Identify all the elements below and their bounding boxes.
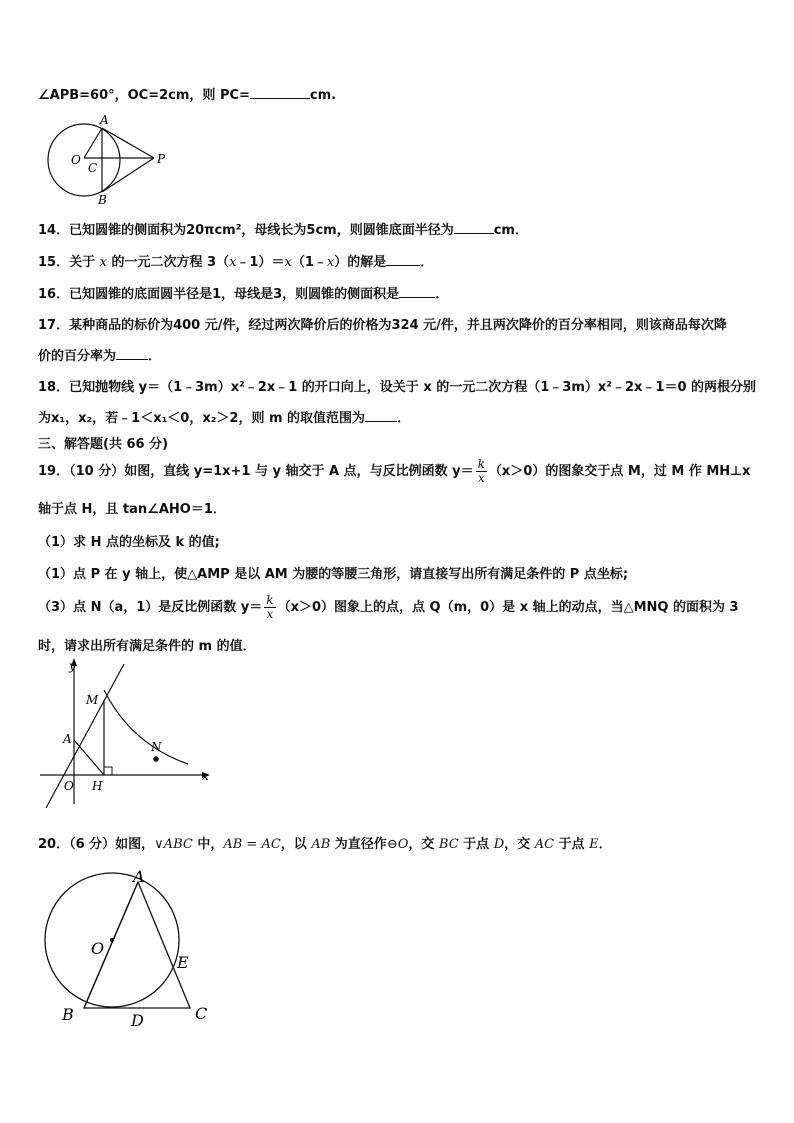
figure-q13 <box>40 110 180 206</box>
label-A: A <box>100 113 109 127</box>
label-N: N <box>151 740 162 754</box>
q15-answer-blank[interactable] <box>386 253 420 266</box>
q20-text: 20．（6 分）如图，∨ABC 中，AB = AC，以 AB 为直径作⊖O，交 BC 于点 D，交 AC 于点 E． <box>38 837 612 852</box>
label-C: C <box>195 1004 208 1023</box>
q18-answer-blank[interactable] <box>365 409 397 422</box>
label-A: A <box>63 732 72 746</box>
q13-text: ∠APB=60°，OC=2cm，则 PC= cm. <box>38 88 337 103</box>
section-3-heading: 三、解答题(共 66 分) <box>38 437 169 452</box>
q19-part3-line2: 时，请求出所有满足条件的 m 的值． <box>38 639 256 654</box>
figure-q20 <box>40 862 230 1032</box>
label-A: A <box>133 867 145 886</box>
label-H: H <box>92 779 103 793</box>
label-O: O <box>91 939 105 958</box>
q16-answer-blank[interactable] <box>399 285 435 298</box>
q14-answer-blank[interactable] <box>454 221 494 234</box>
q15-text: 15．关于 x 的一元二次方程 3（x﹣1）＝x（1﹣x）的解是 ． <box>38 255 434 270</box>
figure-q19 <box>36 656 216 816</box>
q18-line2: 为x₁，x₂，若﹣1＜x₁＜0，x₂＞2，则 m 的取值范围为 ． <box>38 411 411 426</box>
label-O: O <box>71 153 81 167</box>
q13-answer-blank[interactable] <box>250 86 310 99</box>
q17-line2: 价的百分率为 ． <box>38 349 162 364</box>
q19-part3-line1: （3）点 N（a，1）是反比例函数 y＝ $\frac{k}{x}$ （x＞0）图象上的点，点 Q（m，0）是 x 轴上的动点，当△MNQ 的面积为 3 <box>38 593 739 621</box>
q17-answer-blank[interactable] <box>116 347 148 360</box>
label-D: D <box>131 1011 144 1030</box>
q19-part1: （1）求 H 点的坐标及 k 的值; <box>38 535 220 550</box>
label-M: M <box>86 693 99 707</box>
q17-line1: 17．某种商品的标价为400 元/件，经过两次降价后的价格为324 元/件，并且两次降价的百分率相同，则该商品每次降 <box>38 318 727 333</box>
label-E: E <box>177 953 189 972</box>
label-B: B <box>98 193 107 206</box>
label-B: B <box>62 1005 74 1024</box>
q14-text: 14．已知圆锥的侧面积为20πcm²，母线长为5cm，则圆锥底面半径为 cm． <box>38 223 528 238</box>
q16-text: 16．已知圆锥的底面圆半径是1，母线是3，则圆锥的侧面积是 ． <box>38 287 449 302</box>
label-x: x <box>202 769 209 783</box>
fraction-k-over-x-2: $\frac{k}{x}$ <box>266 593 274 621</box>
q19-part2: （1）点 P 在 y 轴上，使△AMP 是以 AM 为腰的等腰三角形，请直接写出所有满足条件的 P 点坐标; <box>38 567 629 582</box>
label-P: P <box>157 152 166 166</box>
fraction-k-over-x: $\frac{k}{x}$ <box>477 457 485 485</box>
q18-line1: 18．已知抛物线 y＝（1﹣3m）x²﹣2x﹣1 的开口向上，设关于 x 的一元二次方程（1﹣3m）x²﹣2x﹣1＝0 的两根分别 <box>38 380 757 395</box>
label-y: y <box>69 659 76 673</box>
q19-line2: 轴于点 H，且 tan∠AHO＝1． <box>38 502 226 517</box>
q19-line1: 19．（10 分）如图，直线 y=1x+1 与 y 轴交于 A 点，与反比例函数 y＝ $\frac{k}{x}$ （x＞0）的图象交于点 M，过 M 作 MH⊥x <box>38 457 751 485</box>
label-C: C <box>88 161 98 175</box>
label-O: O <box>64 779 74 793</box>
